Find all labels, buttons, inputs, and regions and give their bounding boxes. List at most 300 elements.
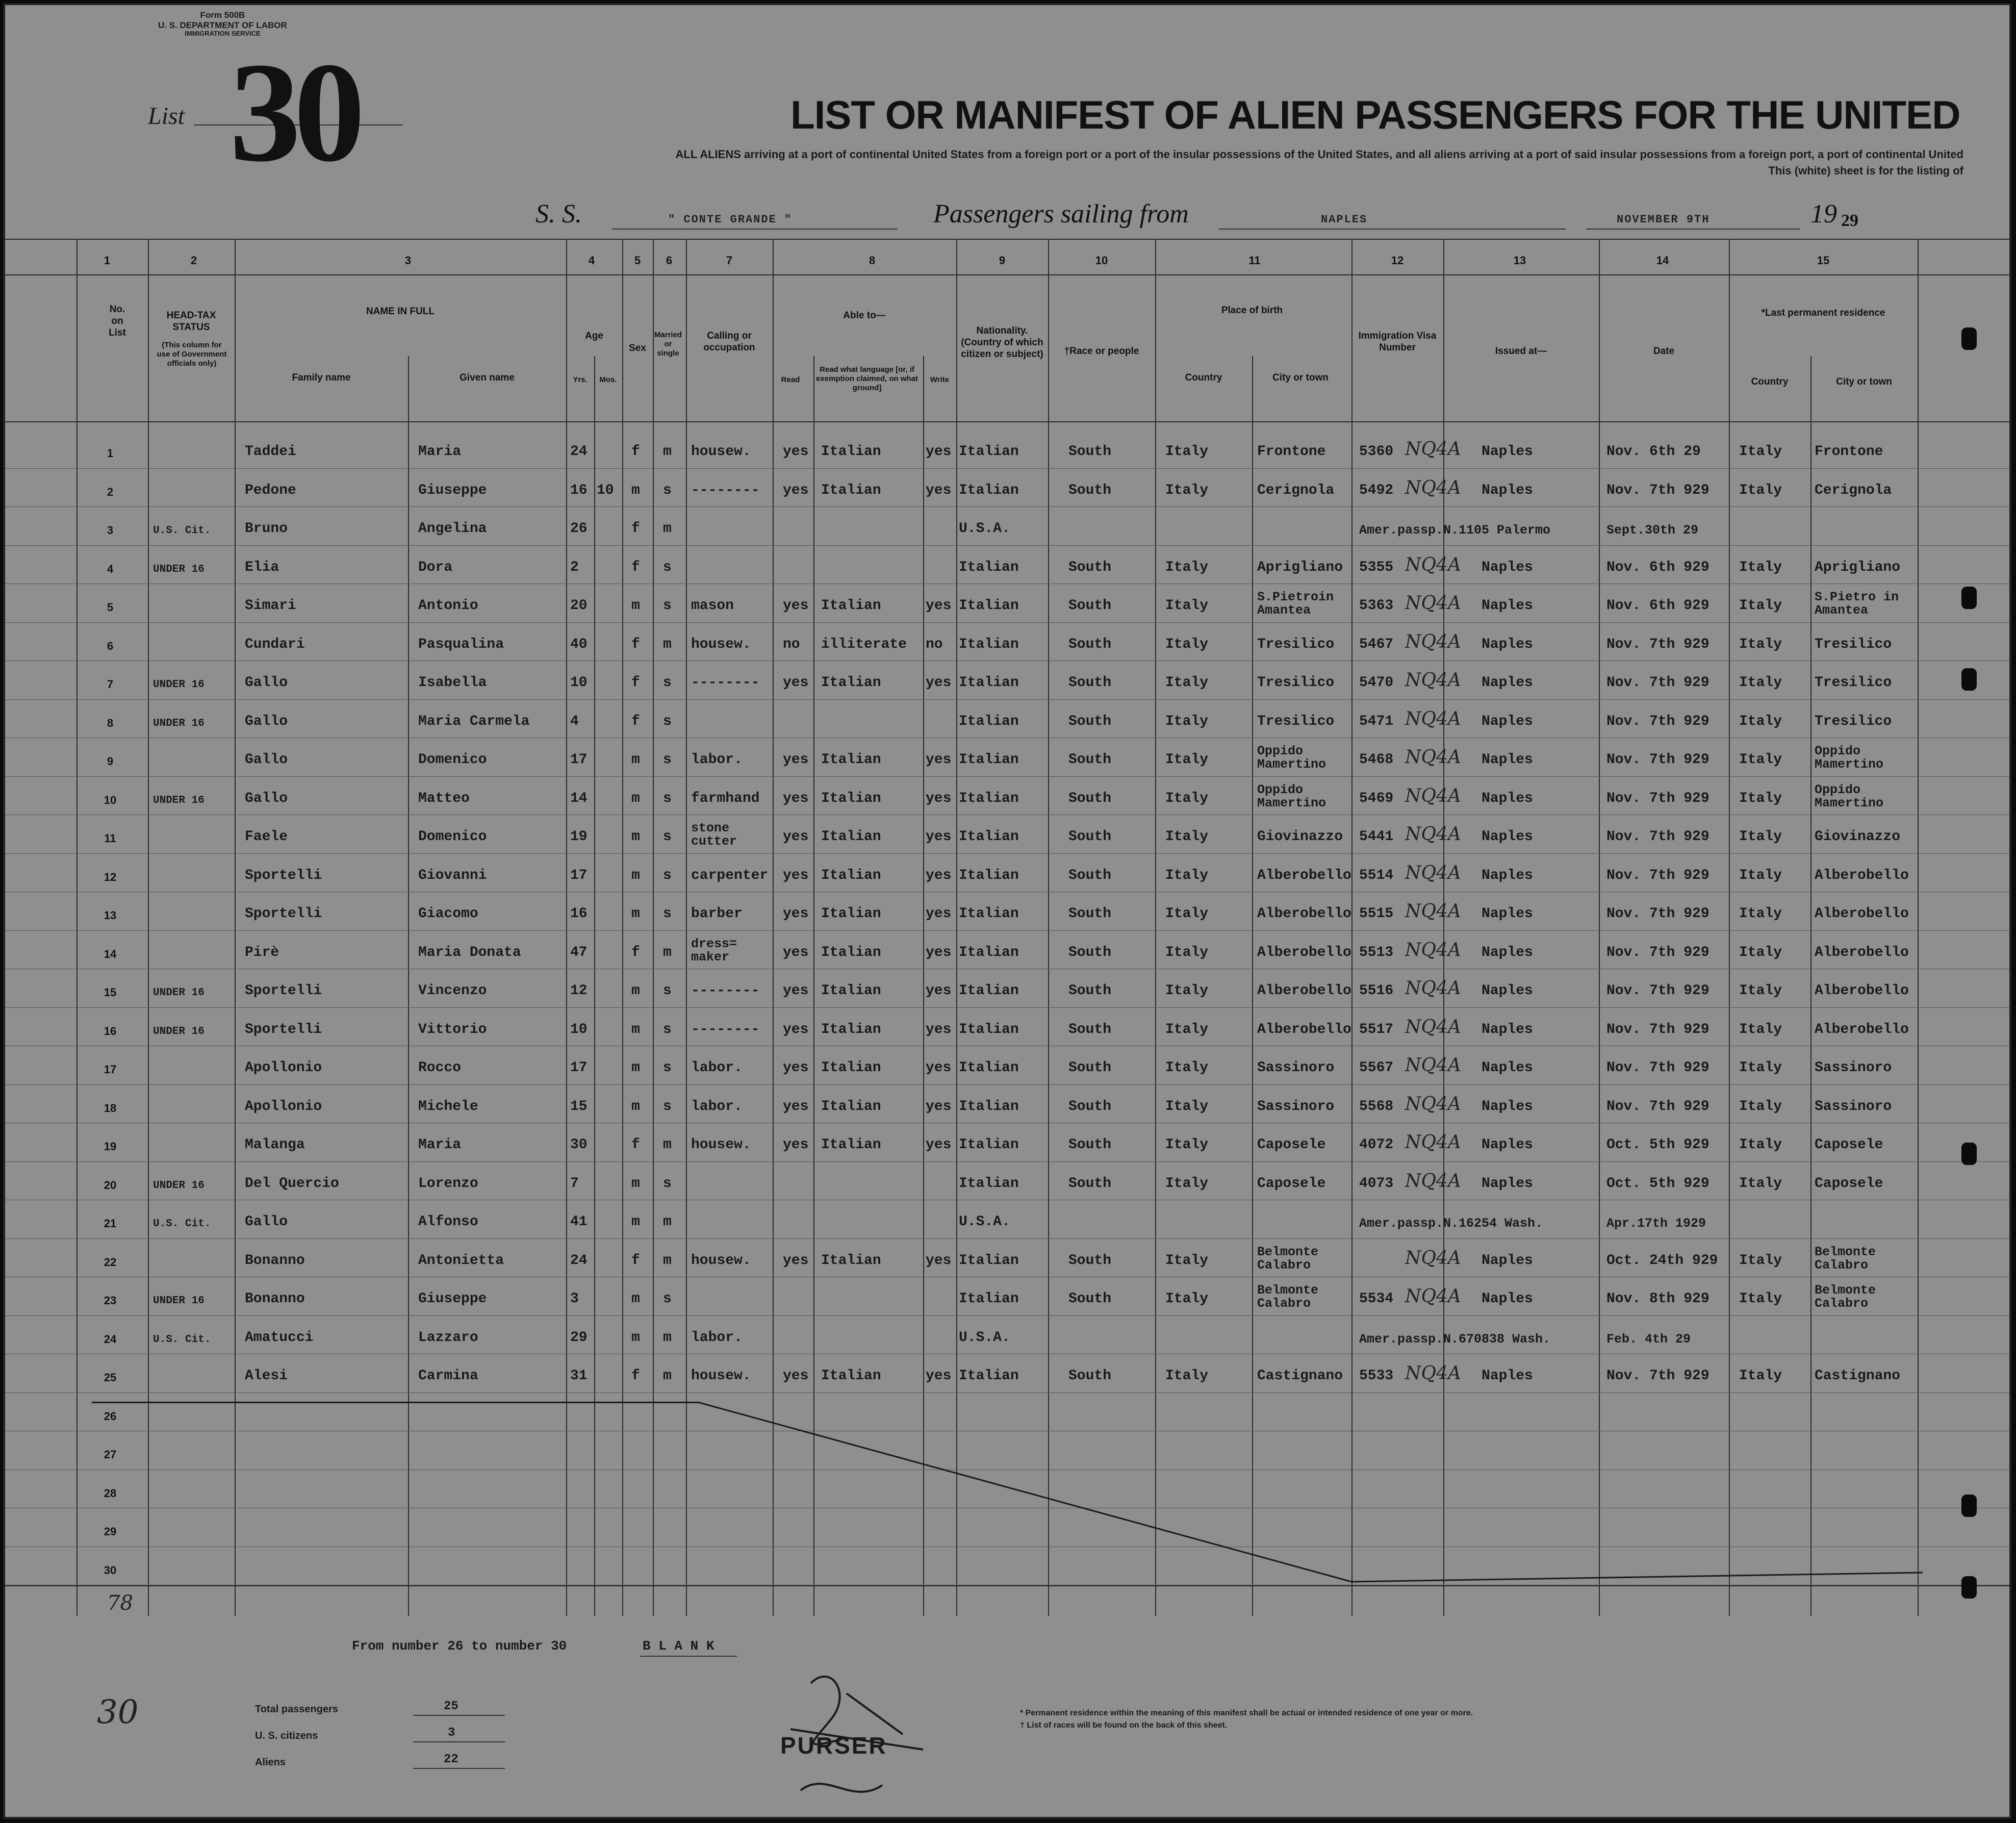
handwritten-visa-stamp: NQ4A — [1405, 978, 1461, 999]
handwritten-visa-stamp: NQ4A — [1405, 1055, 1461, 1076]
family-name: Sportelli — [245, 867, 322, 883]
family-name: Del Quercio — [245, 1175, 339, 1192]
can-read: yes — [783, 1137, 809, 1153]
age-years: 16 — [570, 482, 588, 498]
handwritten-visa-stamp: NQ4A — [1405, 1247, 1461, 1269]
row-rule — [5, 1392, 2009, 1393]
row-number: 24 — [104, 1332, 117, 1346]
ss-label: S. S. — [535, 199, 582, 229]
column-number: 8 — [869, 254, 876, 267]
row-rule — [5, 1007, 2009, 1008]
ship-underline — [612, 229, 898, 230]
age-years: 3 — [570, 1291, 579, 1307]
sex: f — [631, 944, 640, 960]
birth-country: Italy — [1165, 906, 1209, 922]
row-number: 2 — [107, 485, 114, 498]
birth-country: Italy — [1165, 675, 1209, 691]
given-name: Carmina — [418, 1368, 478, 1384]
birth-country: Italy — [1165, 752, 1209, 768]
binder-hole — [1961, 587, 1977, 609]
handwritten-visa-stamp: NQ4A — [1405, 1093, 1461, 1115]
binder-hole — [1961, 1495, 1977, 1517]
issued-at: Naples — [1482, 482, 1533, 498]
birth-city: S.Pietroin Amantea — [1257, 590, 1334, 618]
visa-number: 4073 — [1359, 1175, 1394, 1192]
nationality: Italian — [959, 636, 1019, 652]
marital-status: s — [663, 752, 672, 768]
residence-city: Alberobello — [1815, 1021, 1909, 1037]
visa-date: Nov. 7th 929 — [1606, 867, 1709, 883]
visa-number: 5513 — [1359, 944, 1394, 960]
hdr-res-country: Country — [1751, 376, 1789, 387]
handwritten-visa-stamp: NQ4A — [1405, 554, 1461, 575]
visa-date: Nov. 7th 929 — [1606, 752, 1709, 768]
residence-country: Italy — [1739, 713, 1782, 729]
can-write: yes — [926, 944, 952, 960]
given-name: Lazzaro — [418, 1329, 478, 1346]
column-number: 5 — [634, 254, 641, 267]
read-language: Italian — [821, 752, 881, 768]
birth-country: Italy — [1165, 636, 1209, 652]
footnote-residence: * Permanent residence within the meaning of this manifest shall be actual or intended residence of one year or more. — [1020, 1709, 1473, 1717]
form-number: Form 500B — [200, 10, 245, 20]
occupation: -------- — [691, 482, 760, 498]
age-years: 24 — [570, 1252, 588, 1269]
residence-country: Italy — [1739, 1137, 1782, 1153]
visa-number: Amer.passp.N.1105 Palermo — [1359, 523, 1551, 538]
marital-status: s — [663, 867, 672, 883]
family-name: Pirè — [245, 944, 279, 960]
can-read: no — [783, 636, 800, 652]
date-underline — [1586, 229, 1800, 230]
residence-city: Tresilico — [1815, 713, 1892, 729]
visa-number: 5533 — [1359, 1368, 1394, 1384]
given-name: Maria Carmela — [418, 713, 530, 729]
can-write: yes — [926, 675, 952, 691]
race: South — [1068, 1175, 1112, 1192]
birth-city: Aprigliano — [1257, 559, 1343, 575]
birth-country: Italy — [1165, 1137, 1209, 1153]
handwritten-visa-stamp: NQ4A — [1405, 901, 1461, 922]
read-language: Italian — [821, 1368, 881, 1384]
read-language: Italian — [821, 944, 881, 960]
family-name: Faele — [245, 829, 288, 845]
birth-city: Caposele — [1257, 1137, 1326, 1153]
row-rule — [5, 776, 2009, 777]
total-passengers-value: 25 — [444, 1700, 458, 1713]
birth-country: Italy — [1165, 598, 1209, 614]
nationality: Italian — [959, 906, 1019, 922]
race: South — [1068, 906, 1112, 922]
marital-status: s — [663, 1060, 672, 1076]
manifest-title: LIST OR MANIFEST OF ALIEN PASSENGERS FOR THE UNITED — [790, 92, 1960, 137]
can-write: yes — [926, 1098, 952, 1115]
column-rule — [773, 239, 774, 1616]
birth-country: Italy — [1165, 559, 1209, 575]
nationality: Italian — [959, 867, 1019, 883]
marital-status: s — [663, 829, 672, 845]
handwritten-visa-stamp: NQ4A — [1405, 824, 1461, 845]
row-number: 29 — [104, 1525, 117, 1538]
residence-country: Italy — [1739, 559, 1782, 575]
residence-city: Frontone — [1815, 444, 1883, 460]
blank-rows-note: From number 26 to number 30 — [352, 1638, 567, 1654]
issued-at: Naples — [1482, 713, 1533, 729]
family-name: Elia — [245, 559, 279, 575]
visa-date: Oct. 24th 929 — [1606, 1252, 1718, 1269]
residence-city: Tresilico — [1815, 675, 1892, 691]
column-number: 3 — [404, 254, 412, 267]
visa-number: 5515 — [1359, 906, 1394, 922]
row-number: 16 — [104, 1024, 117, 1037]
issued-at: Naples — [1482, 790, 1533, 806]
sex: m — [631, 598, 640, 614]
can-read: yes — [783, 1252, 809, 1269]
visa-date: Nov. 7th 929 — [1606, 1098, 1709, 1115]
head-tax-status: UNDER 16 — [153, 1025, 205, 1037]
marital-status: m — [663, 636, 672, 652]
issued-at: Naples — [1482, 983, 1533, 999]
hdr-name-in-full: NAME IN FULL — [366, 306, 435, 317]
can-read: yes — [783, 752, 809, 768]
row-number: 17 — [104, 1063, 117, 1076]
visa-date: Nov. 7th 929 — [1606, 944, 1709, 960]
residence-city: Alberobello — [1815, 867, 1909, 883]
read-language: Italian — [821, 1252, 881, 1269]
port-name: NAPLES — [1321, 213, 1368, 226]
column-number: 15 — [1817, 254, 1830, 267]
column-rule — [76, 239, 78, 1616]
head-tax-status: U.S. Cit. — [153, 1333, 211, 1346]
department-name: U. S. DEPARTMENT OF LABOR — [158, 20, 287, 30]
residence-country: Italy — [1739, 444, 1782, 460]
residence-city: Castignano — [1815, 1368, 1901, 1384]
sex: f — [631, 559, 640, 575]
sex: m — [631, 829, 640, 845]
can-read: yes — [783, 906, 809, 922]
nationality: Italian — [959, 1098, 1019, 1115]
row-number: 27 — [104, 1448, 117, 1461]
sex: f — [631, 1252, 640, 1269]
birth-city: Belmonte Calabro — [1257, 1283, 1319, 1311]
residence-city: Oppido Mamertino — [1815, 744, 1884, 772]
nationality: Italian — [959, 675, 1019, 691]
row-number: 14 — [104, 947, 117, 960]
birth-city: Castignano — [1257, 1368, 1343, 1384]
occupation: labor. — [691, 1060, 743, 1076]
age-years: 4 — [570, 713, 579, 729]
column-rule — [686, 239, 687, 1616]
head-tax-status: UNDER 16 — [153, 717, 205, 729]
birth-city: Alberobello — [1257, 867, 1351, 883]
visa-number: 5467 — [1359, 636, 1394, 652]
nationality: Italian — [959, 1291, 1019, 1307]
residence-country: Italy — [1739, 482, 1782, 498]
birth-country: Italy — [1165, 829, 1209, 845]
strike-line — [699, 1403, 1351, 1582]
family-name: Gallo — [245, 1214, 288, 1230]
birth-city: Oppido Mamertino — [1257, 782, 1326, 811]
nationality: Italian — [959, 752, 1019, 768]
age-months: 10 — [597, 482, 614, 498]
residence-country: Italy — [1739, 944, 1782, 960]
issued-at: Naples — [1482, 1252, 1533, 1269]
citizens-underline — [413, 1741, 505, 1742]
can-write: yes — [926, 482, 952, 498]
ship-name: " CONTE GRANDE " — [668, 213, 793, 226]
handwritten-visa-stamp: NQ4A — [1405, 1170, 1461, 1192]
handwritten-corner-number: 30 — [97, 1693, 139, 1731]
family-name: Amatucci — [245, 1329, 314, 1346]
occupation: dress= maker — [691, 936, 737, 965]
column-rule — [1155, 239, 1156, 1616]
read-language: Italian — [821, 867, 881, 883]
read-language: Italian — [821, 790, 881, 806]
can-read: yes — [783, 1368, 809, 1384]
handwritten-visa-stamp: NQ4A — [1405, 670, 1461, 691]
nationality: Italian — [959, 1137, 1019, 1153]
birth-city: Alberobello — [1257, 906, 1351, 922]
age-years: 15 — [570, 1098, 588, 1115]
row-number: 26 — [104, 1409, 117, 1423]
can-write: yes — [926, 1137, 952, 1153]
read-language: Italian — [821, 675, 881, 691]
race: South — [1068, 1291, 1112, 1307]
issued-at: Naples — [1482, 944, 1533, 960]
hdr-birth-country: Country — [1185, 372, 1222, 383]
visa-date: Oct. 5th 929 — [1606, 1137, 1709, 1153]
can-read: yes — [783, 675, 809, 691]
age-years: 31 — [570, 1368, 588, 1384]
row-number: 7 — [107, 678, 114, 691]
visa-date: Sept.30th 29 — [1606, 523, 1699, 538]
given-name: Alfonso — [418, 1214, 478, 1230]
blank-underline — [640, 1656, 737, 1657]
marital-status: s — [663, 906, 672, 922]
hdr-married: Married or single — [654, 331, 682, 358]
visa-date: Apr.17th 1929 — [1606, 1216, 1706, 1231]
birth-city: Oppido Mamertino — [1257, 744, 1326, 772]
issued-at: Naples — [1482, 559, 1533, 575]
hdr-given-name: Given name — [460, 372, 515, 383]
column-rule — [622, 239, 623, 1616]
given-name: Giacomo — [418, 906, 478, 922]
sex: f — [631, 1137, 640, 1153]
given-name: Pasqualina — [418, 636, 504, 652]
can-read: yes — [783, 444, 809, 460]
age-years: 10 — [570, 1021, 588, 1037]
residence-country: Italy — [1739, 1060, 1782, 1076]
marital-status: s — [663, 1175, 672, 1192]
given-name: Rocco — [418, 1060, 462, 1076]
handwritten-visa-stamp: NQ4A — [1405, 939, 1461, 960]
binder-hole — [1961, 1143, 1977, 1165]
hdr-no-on-list: No. on List — [109, 304, 126, 338]
given-name: Michele — [418, 1098, 478, 1115]
visa-date: Nov. 7th 929 — [1606, 675, 1709, 691]
family-name: Gallo — [245, 752, 288, 768]
port-underline — [1219, 229, 1566, 230]
marital-status: m — [663, 1252, 672, 1269]
nationality: Italian — [959, 1060, 1019, 1076]
row-number: 6 — [107, 639, 114, 652]
given-name: Domenico — [418, 829, 487, 845]
race: South — [1068, 1021, 1112, 1037]
marital-status: s — [663, 713, 672, 729]
family-name: Apollonio — [245, 1098, 322, 1115]
visa-number: 5355 — [1359, 559, 1394, 575]
head-tax-status: UNDER 16 — [153, 794, 205, 806]
hdr-birth-city: City or town — [1272, 372, 1329, 383]
family-name: Simari — [245, 598, 296, 614]
occupation: housew. — [691, 1252, 751, 1269]
nationality: Italian — [959, 829, 1019, 845]
sex: m — [631, 752, 640, 768]
residence-city: Giovinazzo — [1815, 829, 1901, 845]
race: South — [1068, 867, 1112, 883]
occupation: stone cutter — [691, 821, 737, 849]
can-write: yes — [926, 983, 952, 999]
birth-country: Italy — [1165, 482, 1209, 498]
column-rule — [1918, 239, 1919, 1616]
nationality: U.S.A. — [959, 521, 1010, 537]
visa-number: 4072 — [1359, 1137, 1394, 1153]
hdr-head-tax: HEAD-TAX STATUS — [166, 310, 216, 333]
visa-date: Nov. 7th 929 — [1606, 636, 1709, 652]
can-read: yes — [783, 983, 809, 999]
birth-city: Caposele — [1257, 1175, 1326, 1192]
age-years: 17 — [570, 1060, 588, 1076]
given-name: Maria Donata — [418, 944, 521, 960]
visa-date: Nov. 6th 929 — [1606, 598, 1709, 614]
family-name: Pedone — [245, 482, 296, 498]
issued-at: Naples — [1482, 1021, 1533, 1037]
birth-city: Sassinoro — [1257, 1098, 1335, 1115]
handwritten-visa-stamp: NQ4A — [1405, 747, 1461, 768]
given-name: Isabella — [418, 675, 487, 691]
can-write: no — [926, 636, 943, 652]
given-name: Domenico — [418, 752, 487, 768]
hdr-place-of-birth: Place of birth — [1221, 305, 1283, 316]
residence-city: Oppido Mamertino — [1815, 782, 1884, 811]
row-rule — [5, 545, 2009, 546]
can-write: yes — [926, 1252, 952, 1269]
birth-city: Giovinazzo — [1257, 829, 1343, 845]
list-number: 30 — [229, 33, 358, 191]
race: South — [1068, 983, 1112, 999]
row-number: 23 — [104, 1294, 117, 1307]
age-years: 17 — [570, 752, 588, 768]
header-bottom-rule — [5, 421, 2009, 422]
handwritten-visa-stamp: NQ4A — [1405, 477, 1461, 498]
issued-at: Naples — [1482, 1175, 1533, 1192]
race: South — [1068, 829, 1112, 845]
birth-country: Italy — [1165, 1252, 1209, 1269]
race: South — [1068, 1098, 1112, 1115]
given-name: Antonio — [418, 598, 478, 614]
nationality: Italian — [959, 1175, 1019, 1192]
handwritten-visa-stamp: NQ4A — [1405, 1132, 1461, 1153]
hdr-visa-number: Immigration Visa Number — [1358, 331, 1437, 353]
sex: m — [631, 1175, 640, 1192]
visa-number: 5516 — [1359, 983, 1394, 999]
head-tax-status: UNDER 16 — [153, 987, 205, 999]
visa-number: 5568 — [1359, 1098, 1394, 1115]
sex: m — [631, 1021, 640, 1037]
row-number: 4 — [107, 562, 114, 575]
column-rule — [148, 239, 149, 1616]
visa-date: Feb. 4th 29 — [1606, 1331, 1691, 1347]
read-language: Italian — [821, 444, 881, 460]
row-rule — [5, 622, 2009, 623]
read-language: Italian — [821, 1021, 881, 1037]
issued-at: Naples — [1482, 1368, 1533, 1384]
nationality: Italian — [959, 559, 1019, 575]
column-rule — [1729, 239, 1730, 1616]
nationality: U.S.A. — [959, 1329, 1010, 1346]
birth-country: Italy — [1165, 1368, 1209, 1384]
sex: m — [631, 983, 640, 999]
marital-status: s — [663, 790, 672, 806]
issued-at: Naples — [1482, 1291, 1533, 1307]
birth-city: Tresilico — [1257, 675, 1335, 691]
family-name: Malanga — [245, 1137, 305, 1153]
marital-status: m — [663, 1329, 672, 1346]
birth-country: Italy — [1165, 444, 1209, 460]
birth-country: Italy — [1165, 713, 1209, 729]
occupation: -------- — [691, 1021, 760, 1037]
residence-country: Italy — [1739, 598, 1782, 614]
issued-at: Naples — [1482, 675, 1533, 691]
birth-city: Tresilico — [1257, 636, 1335, 652]
nationality: Italian — [959, 598, 1019, 614]
hdr-last-residence: *Last permanent residence — [1761, 308, 1885, 318]
sex: m — [631, 906, 640, 922]
arrival-instructions: ALL ALIENS arriving at a port of continental United States from a foreign port or a port of the insular possessions of the United States, and all aliens arriving at a port of said insular possessions from a foreign port, a port of continental United — [675, 148, 1963, 161]
nationality: Italian — [959, 482, 1019, 498]
row-number: 3 — [107, 524, 114, 537]
nationality: Italian — [959, 944, 1019, 960]
can-read: yes — [783, 790, 809, 806]
issued-at: Naples — [1482, 636, 1533, 652]
handwritten-visa-stamp: NQ4A — [1405, 708, 1461, 729]
marital-status: m — [663, 1368, 672, 1384]
race: South — [1068, 1368, 1112, 1384]
row-rule — [5, 930, 2009, 931]
blank-word: B L A N K — [643, 1638, 714, 1654]
can-read: yes — [783, 1021, 809, 1037]
occupation: housew. — [691, 1137, 751, 1153]
handwritten-visa-stamp: NQ4A — [1405, 785, 1461, 806]
can-read: yes — [783, 829, 809, 845]
row-number: 20 — [104, 1178, 117, 1192]
can-read: yes — [783, 1098, 809, 1115]
birth-city: Alberobello — [1257, 1021, 1351, 1037]
nationality: Italian — [959, 444, 1019, 460]
column-rule — [235, 239, 236, 1616]
family-name: Cundari — [245, 636, 305, 652]
total-underline — [413, 1715, 505, 1716]
age-years: 40 — [570, 636, 588, 652]
visa-number: 5363 — [1359, 598, 1394, 614]
sex: m — [631, 1329, 640, 1346]
hdr-family-name: Family name — [292, 372, 351, 383]
race: South — [1068, 944, 1112, 960]
marital-status: s — [663, 1291, 672, 1307]
visa-number: 5534 — [1359, 1291, 1394, 1307]
residence-country: Italy — [1739, 906, 1782, 922]
column-rule — [566, 239, 567, 1616]
